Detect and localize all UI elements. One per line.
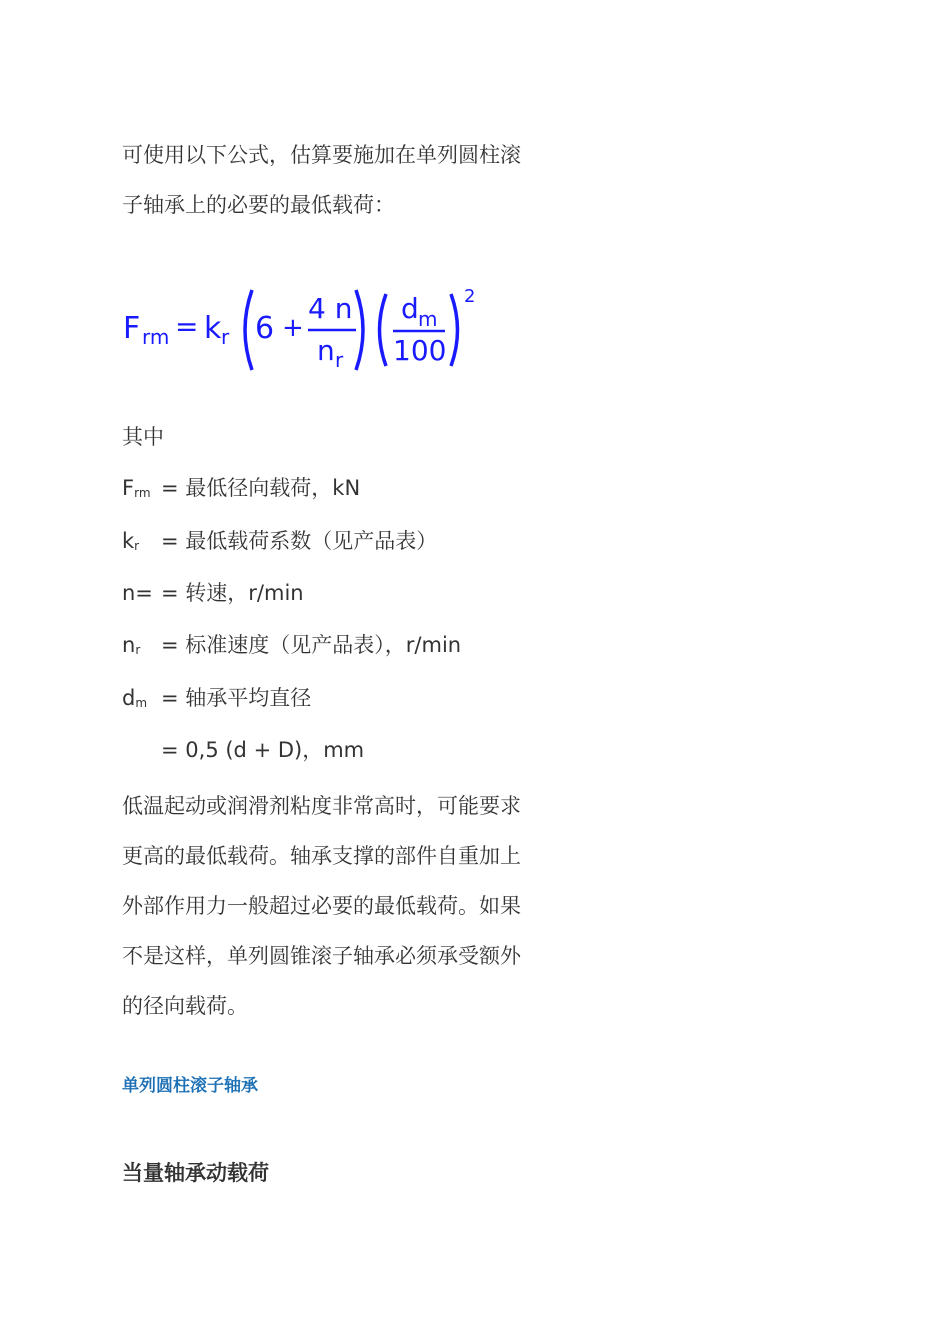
formula-num2-sub: m [418, 307, 438, 331]
def-symbol-nr [122, 633, 140, 663]
def-unit: kN [332, 476, 361, 500]
formula-den2: 100 [393, 334, 447, 367]
def-n [161, 581, 304, 606]
def-kr [161, 529, 437, 554]
paragraph-line-2: 更高的最低载荷。轴承支撑的部件自重加上 [122, 844, 521, 868]
formula-plus: + [282, 313, 304, 343]
symbol-text: n= [122, 581, 153, 605]
def-symbol-kr [122, 529, 139, 559]
paragraph-line-5: 的径向载荷。 [122, 994, 248, 1018]
def-text: 最低径向载荷， [185, 476, 333, 500]
formula-lhs: F [123, 311, 141, 346]
formula-equals: = [175, 310, 199, 343]
intro-line-2: 子轴承上的必要的最低载荷： [122, 193, 395, 217]
def-symbol-frm [122, 476, 151, 506]
dm-expr: 0,5 (d + D) [185, 738, 303, 762]
symbol-sub: rm [134, 486, 151, 500]
paren-open-2 [380, 294, 387, 366]
def-symbol-dm [122, 686, 147, 716]
def-nr [161, 633, 461, 658]
def-text: 标准速度（见产品表）， [185, 633, 406, 657]
dm-sep: ， [302, 738, 324, 762]
paren-close-2 [451, 294, 458, 366]
section-heading: 当量轴承动载荷 [122, 1161, 269, 1185]
equals-sign: = [161, 476, 179, 500]
paren-open-1 [245, 290, 252, 370]
intro-line-1: 可使用以下公式，估算要施加在单列圆柱滚 [122, 143, 521, 167]
formula-six: 6 [255, 311, 275, 346]
dm-expression [161, 738, 364, 763]
def-frm [161, 476, 360, 501]
def-text: 转速， [185, 581, 249, 605]
formula-exponent: 2 [464, 286, 476, 307]
formula-k: k [204, 311, 222, 346]
def-symbol-n [122, 581, 153, 606]
formula-num1: 4 n [308, 292, 353, 325]
symbol-text: k [122, 529, 135, 553]
symbol-text: d [122, 686, 136, 710]
paragraph-line-1: 低温起动或润滑剂粘度非常高时，可能要求 [122, 794, 521, 818]
formula-lhs-sub: rm [142, 325, 170, 349]
def-text: 轴承平均直径 [185, 686, 312, 710]
dm-unit: mm [323, 738, 365, 762]
paragraph-line-4: 不是这样，单列圆锥滚子轴承必须承受额外 [122, 944, 521, 968]
def-unit: r/min [248, 581, 304, 605]
cylindrical-roller-bearing-link[interactable]: 单列圆柱滚子轴承 [122, 1076, 258, 1096]
symbol-sub: r [134, 539, 140, 553]
equals-sign: = [161, 529, 179, 553]
symbol-text: F [122, 476, 135, 500]
equals-sign: = [161, 738, 179, 762]
def-dm [161, 686, 311, 711]
equals-sign: = [161, 686, 179, 710]
formula-den1-sub: r [335, 348, 344, 372]
where-label: 其中 [122, 425, 164, 449]
symbol-text: n [122, 633, 136, 657]
equals-sign: = [161, 581, 179, 605]
formula-k-sub: r [221, 325, 230, 349]
formula-num2: d [401, 292, 419, 325]
symbol-sub: m [135, 696, 148, 710]
formula-den1: n [317, 334, 335, 367]
minimum-load-formula [118, 280, 488, 380]
symbol-sub: r [135, 643, 141, 657]
paragraph-line-3: 外部作用力一般超过必要的最低载荷。如果 [122, 894, 521, 918]
equals-sign: = [161, 633, 179, 657]
paren-close-1 [356, 290, 363, 370]
def-unit: r/min [405, 633, 462, 657]
def-text: 最低载荷系数（见产品表） [185, 529, 438, 553]
